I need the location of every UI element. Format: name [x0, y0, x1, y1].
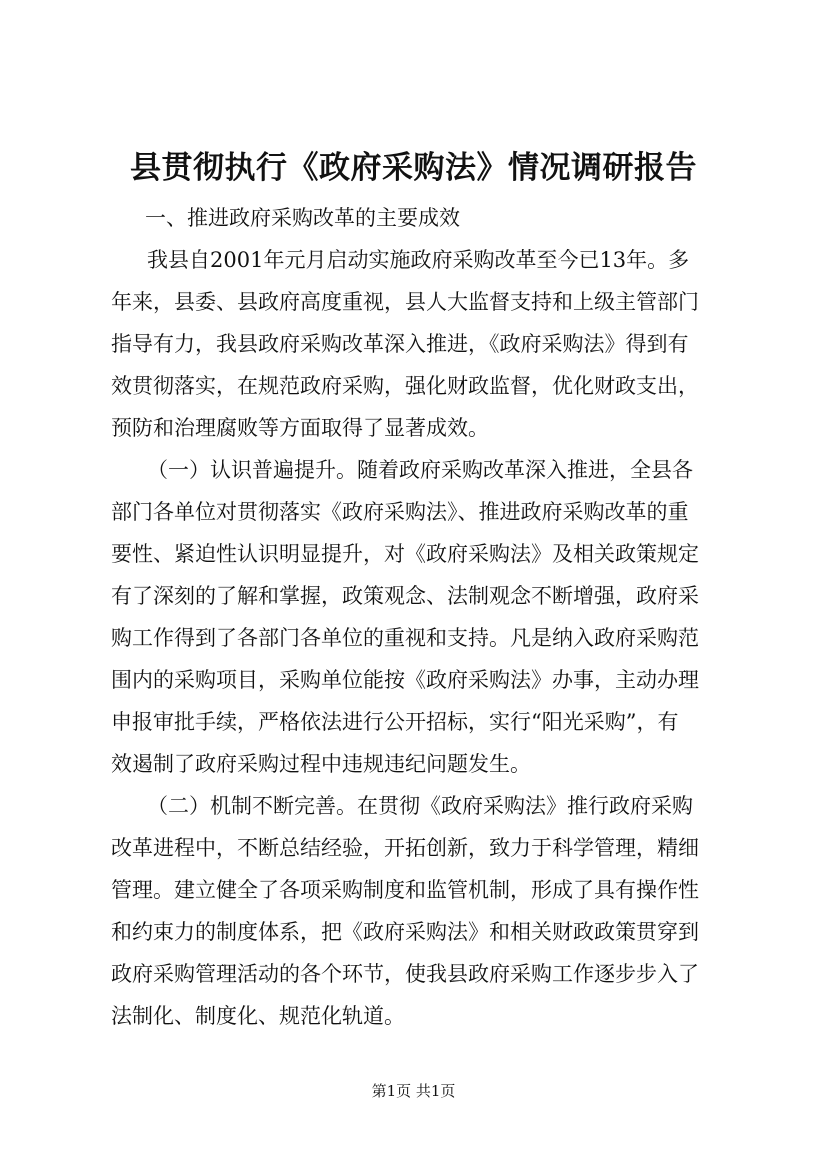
paragraph-2-line-7: 申报审批手续，严格依法进行公开招标，实行“阳光采购”，有: [111, 710, 679, 734]
paragraph-2-line-6: 围内的采购项目，采购单位能按《政府采购法》办事，主动办理: [111, 668, 699, 692]
paragraph-2-line-3: 要性、紧迫性认识明显提升，对《政府采购法》及相关政策规定: [111, 542, 699, 566]
paragraph-3-line-3: 管理。建立健全了各项采购制度和监管机制，形成了具有操作性: [111, 878, 699, 902]
paragraph-2-line-8: 效遏制了政府采购过程中违规违纪问题发生。: [111, 752, 531, 776]
paragraph-1-line-1: 我县自2001年元月启动实施政府采购改革至今已13年。多: [147, 248, 690, 272]
paragraph-3-line-6: 法制化、制度化、规范化轨道。: [111, 1004, 405, 1028]
paragraph-2-line-1: （一）认识普遍提升。随着政府采购改革深入推进，全县各: [147, 458, 693, 482]
paragraph-3-line-5: 政府采购管理活动的各个环节，使我县政府采购工作逐步步入了: [111, 962, 699, 986]
document-title: 县贯彻执行《政府采购法》情况调研报告: [130, 150, 697, 186]
paragraph-2-line-2: 部门各单位对贯彻落实《政府采购法》、推进政府采购改革的重: [111, 500, 689, 524]
page-footer: 第1页 共1页: [371, 1082, 456, 1100]
paragraph-1-line-2: 年来，县委、县政府高度重视，县人大监督支持和上级主管部门: [111, 290, 699, 314]
section-heading: 一、推进政府采购改革的主要成效: [145, 206, 460, 230]
paragraph-1-line-3: 指导有力，我县政府采购改革深入推进，《政府采购法》得到有: [111, 332, 689, 356]
paragraph-3-line-2: 改革进程中，不断总结经验，开拓创新，致力于科学管理，精细: [111, 836, 699, 860]
paragraph-2-line-5: 购工作得到了各部门各单位的重视和支持。凡是纳入政府采购范: [111, 626, 699, 650]
paragraph-2-line-4: 有了深刻的了解和掌握，政策观念、法制观念不断增强，政府采: [111, 584, 699, 608]
paragraph-3-line-1: （二）机制不断完善。在贯彻《政府采购法》推行政府采购: [147, 794, 693, 818]
paragraph-1-line-4: 效贯彻落实，在规范政府采购，强化财政监督，优化财政支出，: [111, 374, 699, 398]
paragraph-3-line-4: 和约束力的制度体系，把《政府采购法》和相关财政政策贯穿到: [111, 920, 699, 944]
paragraph-1-line-5: 预防和治理腐败等方面取得了显著成效。: [111, 416, 489, 440]
